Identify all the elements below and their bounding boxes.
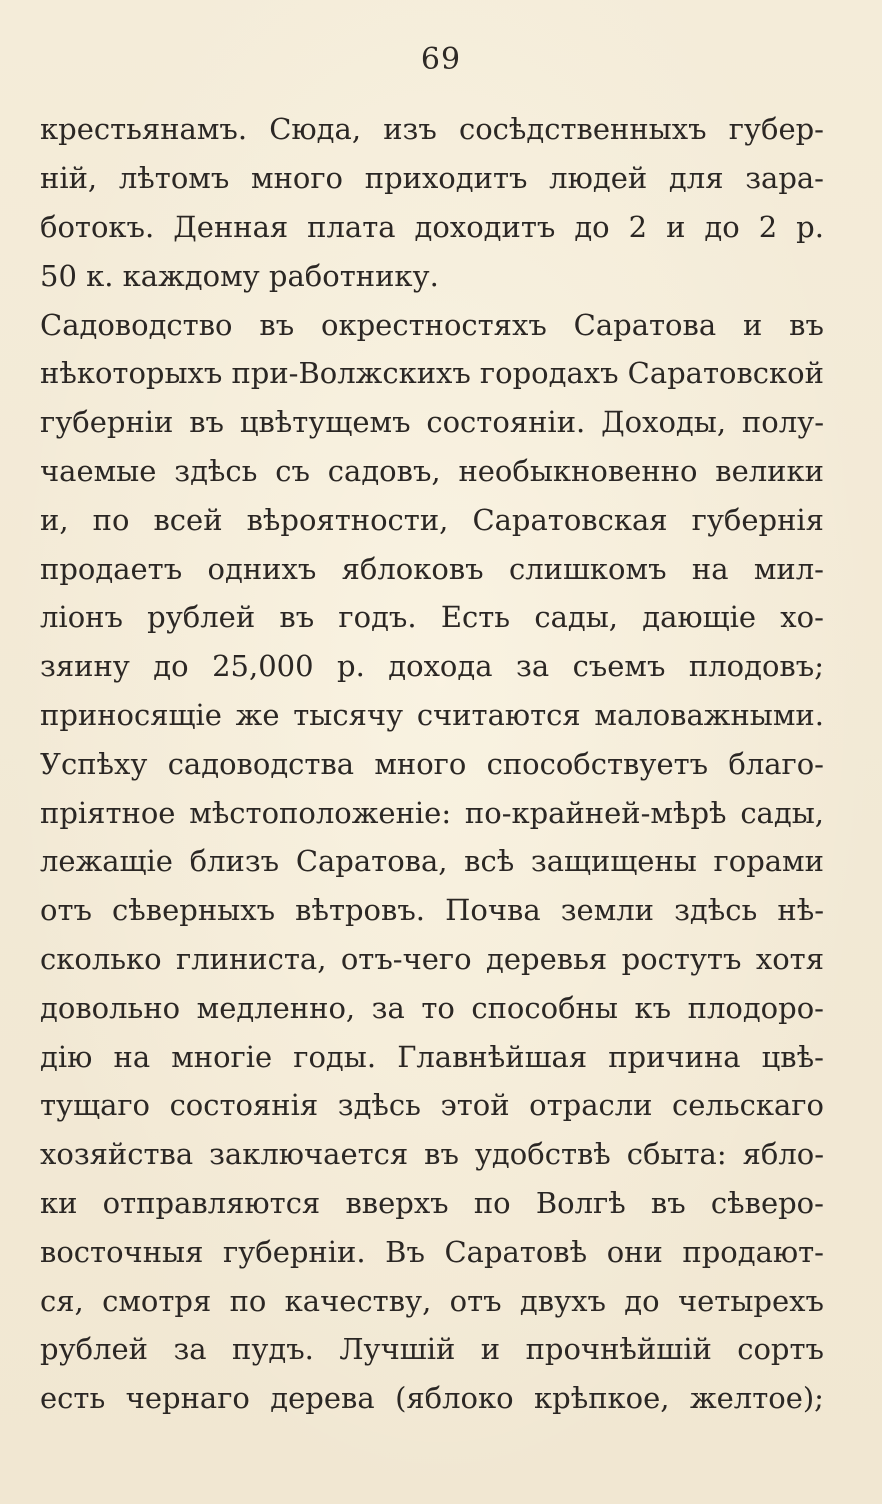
word: лежащіе [40, 844, 173, 879]
word: съемъ [572, 649, 666, 684]
text-line [40, 544, 824, 593]
word: мил- [753, 551, 824, 586]
text-line [40, 935, 824, 984]
word: тысячу [293, 697, 404, 732]
word: полу- [741, 405, 824, 440]
word: дохода [388, 649, 493, 684]
word: дерева [270, 1381, 375, 1416]
word: въ [259, 307, 295, 342]
word: и, [40, 502, 69, 537]
word: плата [307, 209, 396, 244]
word: ябло- [742, 1137, 824, 1172]
word: смотря [102, 1283, 212, 1318]
word: они [606, 1234, 663, 1269]
body-text [40, 105, 824, 1423]
word: сбыта: [626, 1137, 727, 1172]
word: и [666, 209, 686, 244]
word: цвѣтущемъ [239, 405, 411, 440]
word: маловажными. [594, 697, 824, 732]
word: глиниста, [176, 941, 327, 976]
text-line [40, 447, 824, 496]
word: Лучшій [339, 1332, 456, 1367]
word: въ [789, 307, 824, 342]
word: горами [713, 844, 824, 879]
word: Садоводство [40, 307, 233, 342]
word: Саратовская [472, 502, 668, 537]
word: Саратова, [295, 844, 448, 879]
word: губернія [691, 502, 824, 537]
word: въ [650, 1185, 686, 1220]
word: близъ [189, 844, 280, 879]
word: и [480, 1332, 501, 1367]
word: Главнѣйшая [397, 1039, 588, 1074]
word: крѣпкое, [534, 1381, 670, 1416]
word: въ [424, 1137, 459, 1172]
word: желтое); [689, 1381, 824, 1416]
word: дающіе [642, 600, 757, 635]
word: р. [796, 209, 824, 244]
page-number: 69 [420, 42, 462, 77]
word: Почва [445, 893, 541, 928]
word: качеству, [284, 1283, 432, 1318]
text-line [40, 203, 824, 252]
word: отъ-чего [340, 941, 472, 976]
word: продаетъ [40, 551, 183, 586]
text-line [40, 1179, 824, 1228]
word: въ [189, 405, 224, 440]
word: хотя [755, 941, 824, 976]
word: губерніи [40, 405, 174, 440]
text-line [40, 300, 824, 349]
text-line [40, 837, 824, 886]
word: окрестностяхъ [321, 307, 547, 342]
word: къ [634, 990, 672, 1025]
word: однихъ [207, 551, 317, 586]
word: всѣ [464, 844, 515, 879]
text-line [40, 349, 824, 398]
word: Успѣху [40, 746, 148, 781]
word: губер- [728, 112, 824, 147]
word: здѣсь [337, 1088, 421, 1123]
word: (яблоко [395, 1381, 514, 1416]
word: много [374, 746, 467, 781]
text-line [40, 1032, 824, 1081]
word: этой [440, 1088, 510, 1123]
word: восточныя [40, 1234, 204, 1269]
word: за [173, 1332, 207, 1367]
text-line [40, 495, 824, 544]
word: ростутъ [621, 941, 742, 976]
word: годъ. [338, 600, 417, 635]
word: земли [560, 893, 655, 928]
word: Доходы, [601, 405, 727, 440]
word: Саратова [573, 307, 717, 342]
word: Сюда, [269, 112, 362, 147]
word: до [574, 209, 610, 244]
text-line [40, 642, 824, 691]
word: по [92, 502, 130, 537]
word: городахъ [479, 356, 619, 391]
word: тущаго [40, 1088, 151, 1123]
text-line [40, 105, 824, 154]
word: Есть [440, 600, 511, 635]
word: плодоро- [687, 990, 824, 1025]
word: рублей [40, 1332, 148, 1367]
word: сады, [534, 600, 619, 635]
word: прочнѣйшій [525, 1332, 712, 1367]
word: вѣтровъ. [295, 893, 426, 928]
word: велики [715, 453, 824, 488]
word: доходитъ [414, 209, 556, 244]
word: чаемые [40, 453, 157, 488]
word: нѣкоторыхъ [40, 356, 223, 391]
text-line [40, 1227, 824, 1276]
word: отъ [40, 893, 92, 928]
word: цвѣ- [761, 1039, 824, 1074]
word: ботокъ. [40, 209, 155, 244]
word: сѣверныхъ [112, 893, 276, 928]
word: защищены [530, 844, 697, 879]
word: въ [279, 600, 315, 635]
word: сосѣдственныхъ [458, 112, 707, 147]
word: отрасли [529, 1088, 653, 1123]
word: продают- [682, 1234, 824, 1269]
word: по [473, 1185, 511, 1220]
word: пріятное [40, 795, 176, 830]
text-line [40, 593, 824, 642]
word: мѣстоположеніе: [189, 795, 452, 830]
word: зяину [40, 649, 130, 684]
word: р. [337, 649, 365, 684]
word: садоводства [167, 746, 355, 781]
word: изъ [383, 112, 437, 147]
word: сортъ [737, 1332, 824, 1367]
word: необыкновенно [458, 453, 698, 488]
word: вверхъ [345, 1185, 449, 1220]
word: для [668, 161, 724, 196]
word: за [516, 649, 550, 684]
text-line [40, 1374, 824, 1423]
word: на [691, 551, 729, 586]
word: способны [471, 990, 618, 1025]
word: многіе [171, 1039, 273, 1074]
word: довольно [40, 990, 181, 1025]
word: по-крайней-мѣрѣ [464, 795, 727, 830]
word: до [153, 649, 189, 684]
word: до [704, 209, 740, 244]
word: Саратовѣ [444, 1234, 588, 1269]
word: рублей [147, 600, 256, 635]
word: до [624, 1283, 660, 1318]
word: хо- [780, 600, 824, 635]
word: ки [40, 1185, 78, 1220]
word: яблоковъ [341, 551, 484, 586]
text-line [40, 983, 824, 1032]
text-line [40, 691, 824, 740]
word: двухъ [519, 1283, 606, 1318]
word: Волгѣ [535, 1185, 626, 1220]
word: дію [40, 1039, 93, 1074]
text-line [40, 1130, 824, 1179]
word: при-Волжскихъ [231, 356, 471, 391]
word: нѣ- [777, 893, 824, 928]
word: за [371, 990, 405, 1025]
text-line [40, 739, 824, 788]
word: удобствѣ [474, 1137, 611, 1172]
word: ліонъ [40, 600, 123, 635]
word: губерніи. [222, 1234, 366, 1269]
word: ся, [40, 1283, 84, 1318]
word: есть [40, 1381, 106, 1416]
word: чернаго [125, 1381, 250, 1416]
word: съ [275, 453, 310, 488]
word: хозяйства [40, 1137, 194, 1172]
word: здѣсь [174, 453, 258, 488]
word: способствуетъ [486, 746, 709, 781]
word: всей [153, 502, 223, 537]
text-line [40, 886, 824, 935]
word: пудъ. [231, 1332, 314, 1367]
word: отъ [449, 1283, 502, 1318]
word: состояніи. [426, 405, 586, 440]
word: слишкомъ [508, 551, 667, 586]
word: годы. [293, 1039, 377, 1074]
word: же [235, 697, 280, 732]
word: Въ [385, 1234, 425, 1269]
text-line: 50 к. каждому работнику. [40, 258, 439, 293]
word: много [251, 161, 344, 196]
word: сѣверо- [710, 1185, 824, 1220]
text-line [40, 154, 824, 203]
word: крестьянамъ. [40, 112, 248, 147]
word: и [742, 307, 763, 342]
word: считаются [416, 697, 581, 732]
word: вѣроятности, [246, 502, 449, 537]
word: 2 [758, 209, 778, 244]
word: на [113, 1039, 151, 1074]
word: людей [549, 161, 648, 196]
word: 25,000 [212, 649, 314, 684]
word: Денная [173, 209, 289, 244]
word: 2 [628, 209, 648, 244]
word: плодовъ; [688, 649, 824, 684]
word: состоянія [169, 1088, 319, 1123]
text-line [40, 1325, 824, 1374]
word: сельскаго [672, 1088, 824, 1123]
word: то [421, 990, 455, 1025]
text-line [40, 1276, 824, 1325]
word: садовъ, [327, 453, 441, 488]
text-line [40, 1081, 824, 1130]
word: благо- [728, 746, 824, 781]
word: по [229, 1283, 267, 1318]
word: лѣтомъ [118, 161, 230, 196]
text-line [40, 398, 824, 447]
word: четырехъ [677, 1283, 824, 1318]
word: здѣсь [674, 893, 758, 928]
word: ній, [40, 161, 98, 196]
word: зара- [745, 161, 824, 196]
word: сады, [740, 795, 824, 830]
word: сколько [40, 941, 162, 976]
word: Саратовской [627, 356, 824, 391]
word: отправляются [102, 1185, 321, 1220]
word: деревья [486, 941, 608, 976]
word: причина [608, 1039, 741, 1074]
word: заключается [209, 1137, 409, 1172]
word: приходитъ [364, 161, 528, 196]
word: приносящіе [40, 697, 222, 732]
text-line [40, 788, 824, 837]
word: медленно, [196, 990, 356, 1025]
